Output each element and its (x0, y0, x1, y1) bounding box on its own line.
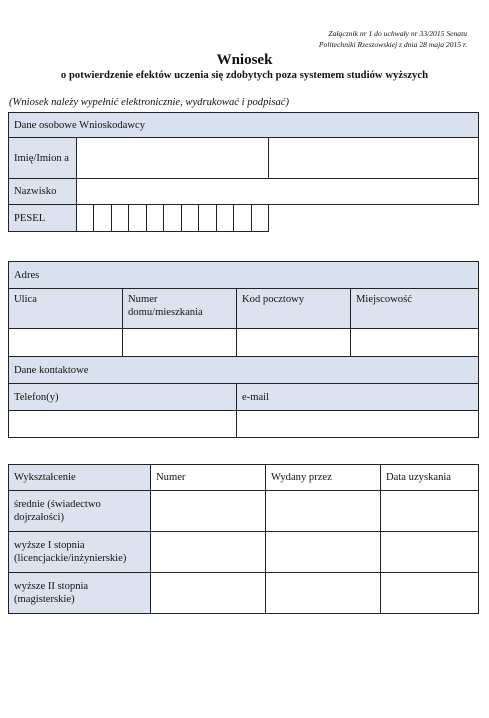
first-name-field-1[interactable] (77, 138, 269, 179)
personal-data-table (8, 112, 479, 232)
pesel-label: PESEL (9, 205, 77, 232)
pesel-digit-box[interactable] (252, 205, 268, 231)
education-header-date: Data uzyskania (381, 465, 479, 491)
pesel-digit-box[interactable] (164, 205, 181, 231)
street-label: Ulica (9, 289, 123, 329)
education-row-label: wyższe I stopnia (licencjackie/inżynierskie) (9, 532, 151, 573)
pesel-digit-box[interactable] (234, 205, 251, 231)
phone-label: Telefon(y) (9, 384, 237, 411)
attachment-note-line1: Załącznik nr 1 do uchwały nr 33/2015 Senatu (328, 29, 467, 38)
last-name-field[interactable] (77, 179, 479, 205)
education-header-level: Wykształcenie (9, 465, 151, 491)
fill-instruction: (Wniosek należy wypełnić elektronicznie, wydrukować i podpisać) (9, 97, 289, 108)
education-number-field[interactable] (151, 532, 266, 573)
first-name-label: Imię/Imion a (9, 138, 77, 179)
pesel-digit-box[interactable] (217, 205, 234, 231)
education-issuer-field[interactable] (266, 532, 381, 573)
address-section-title: Adres (9, 262, 479, 289)
attachment-note (267, 28, 467, 50)
address-contact-table (8, 261, 479, 438)
pesel-digit-box[interactable] (199, 205, 216, 231)
city-label: Miejscowość (351, 289, 479, 329)
pesel-blank (269, 205, 479, 232)
document-subtitle: o potwierdzenie efektów uczenia się zdobytych poza systemem studiów wyższych (60, 70, 429, 81)
phone-field[interactable] (9, 411, 237, 438)
street-field[interactable] (9, 329, 123, 357)
education-header-issuer: Wydany przez (266, 465, 381, 491)
personal-section-title: Dane osobowe Wnioskodawcy (9, 113, 479, 138)
email-label: e-mail (237, 384, 479, 411)
document-title: Wniosek (216, 52, 273, 68)
pesel-digit-box[interactable] (129, 205, 146, 231)
education-row-label: średnie (świadectwo dojrzałości) (9, 491, 151, 532)
education-date-field[interactable] (381, 532, 479, 573)
education-number-field[interactable] (151, 573, 266, 614)
pesel-digit-box[interactable] (147, 205, 164, 231)
education-issuer-field[interactable] (266, 573, 381, 614)
education-date-field[interactable] (381, 573, 479, 614)
education-date-field[interactable] (381, 491, 479, 532)
education-number-field[interactable] (151, 491, 266, 532)
attachment-note-line2: Politechniki Rzeszowskiej z dnia 28 maja 2015 r. (318, 40, 467, 49)
postal-code-label: Kod pocztowy (237, 289, 351, 329)
last-name-label: Nazwisko (9, 179, 77, 205)
pesel-digit-box[interactable] (94, 205, 111, 231)
pesel-digits (77, 205, 269, 232)
education-table (8, 464, 479, 614)
pesel-digit-box[interactable] (182, 205, 199, 231)
pesel-digit-box[interactable] (77, 205, 94, 231)
education-header-number: Numer (151, 465, 266, 491)
contact-section-title: Dane kontaktowe (9, 357, 479, 384)
pesel-digit-box[interactable] (112, 205, 129, 231)
first-name-field-2[interactable] (269, 138, 479, 179)
email-field[interactable] (237, 411, 479, 438)
city-field[interactable] (351, 329, 479, 357)
postal-code-field[interactable] (237, 329, 351, 357)
house-number-label: Numer domu/mieszkania (123, 289, 237, 329)
house-number-field[interactable] (123, 329, 237, 357)
education-issuer-field[interactable] (266, 491, 381, 532)
education-row-label: wyższe II stopnia (magisterskie) (9, 573, 151, 614)
